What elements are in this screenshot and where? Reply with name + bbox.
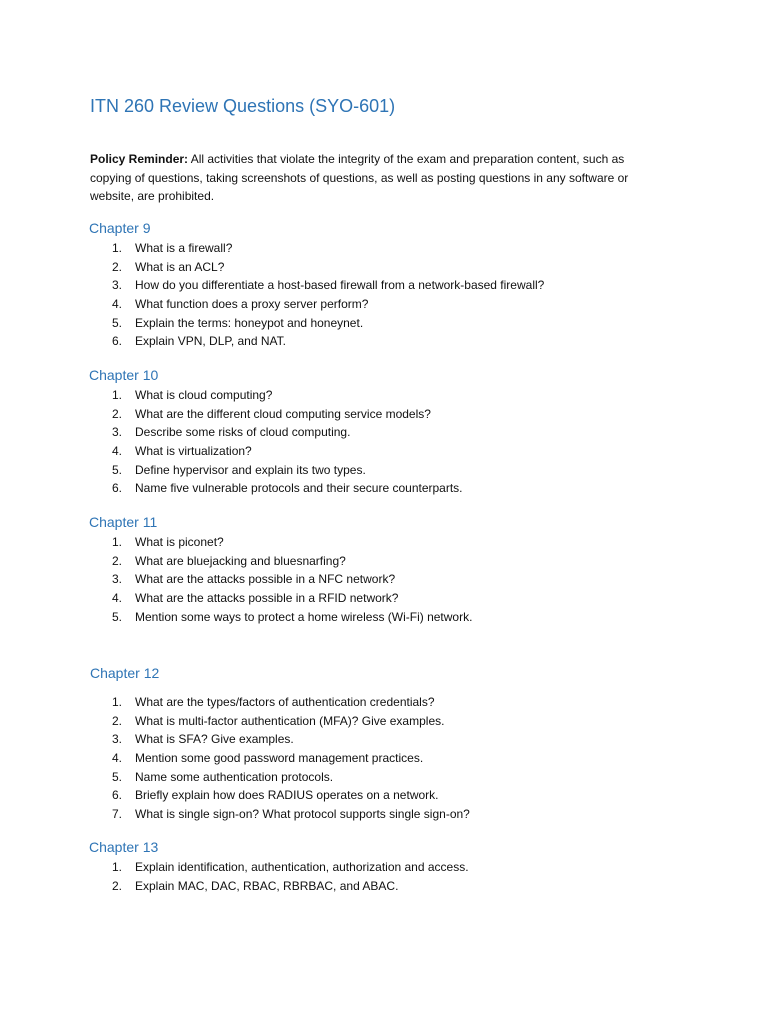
question-text: Explain MAC, DAC, RBAC, RBRBAC, and ABAC. bbox=[135, 878, 399, 893]
question-text: How do you differentiate a host-based firewall from a network-based firewall? bbox=[135, 278, 545, 293]
question-number: 3. bbox=[111, 732, 122, 747]
question-number: 3. bbox=[111, 572, 122, 587]
question-text: Explain VPN, DLP, and NAT. bbox=[135, 334, 286, 349]
question-text: What is an ACL? bbox=[135, 259, 225, 274]
question-text: Mention some ways to protect a home wireless (Wi-Fi) network. bbox=[135, 609, 473, 624]
question-number: 4. bbox=[111, 444, 122, 459]
question-number: 4. bbox=[111, 751, 122, 766]
question-text: What is multi-factor authentication (MFA)? Give examples. bbox=[135, 713, 445, 728]
question-number: 1. bbox=[111, 695, 122, 709]
chapter-heading: Chapter 9 bbox=[89, 220, 151, 236]
question-text: What are the different cloud computing service models? bbox=[135, 406, 431, 421]
question-number: 1. bbox=[111, 388, 122, 402]
question-text: What are the attacks possible in a RFID network? bbox=[135, 591, 399, 606]
question-text: What is SFA? Give examples. bbox=[135, 732, 294, 747]
question-number: 6. bbox=[111, 481, 122, 496]
chapter-heading: Chapter 13 bbox=[89, 839, 159, 855]
question-text: What are the types/factors of authentication credentials? bbox=[135, 695, 435, 709]
question-number: 5. bbox=[111, 462, 122, 477]
question-text: Briefly explain how does RADIUS operates on a network. bbox=[135, 788, 439, 803]
question-text: What is single sign-on? What protocol supports single sign-on? bbox=[135, 807, 470, 822]
question-text: Define hypervisor and explain its two types. bbox=[135, 462, 366, 477]
question-number: 2. bbox=[111, 713, 122, 728]
policy-label: Policy Reminder: bbox=[90, 152, 189, 166]
question-number: 2. bbox=[111, 259, 122, 274]
question-number: 4. bbox=[111, 297, 122, 312]
question-text: What is a firewall? bbox=[135, 241, 233, 255]
policy-text: All activities that violate the integrity of the exam and preparation content, such as copying of questions, taking screenshots of questions, as well as posting questions in any software or website, are prohibited. bbox=[90, 152, 629, 203]
question-text: Explain identification, authentication, authorization and access. bbox=[135, 860, 469, 874]
question-text: Explain the terms: honeypot and honeynet. bbox=[135, 315, 364, 330]
question-number: 1. bbox=[111, 535, 122, 549]
question-number: 6. bbox=[111, 334, 122, 349]
question-text: What are bluejacking and bluesnarfing? bbox=[135, 553, 346, 568]
question-text: What function does a proxy server perform? bbox=[135, 297, 369, 312]
question-number: 3. bbox=[111, 425, 122, 440]
question-number: 2. bbox=[111, 878, 122, 893]
question-text: What is virtualization? bbox=[135, 444, 252, 459]
question-number: 5. bbox=[111, 609, 122, 624]
chapter-heading: Chapter 12 bbox=[90, 665, 160, 681]
question-number: 7. bbox=[111, 807, 122, 822]
question-text: Name some authentication protocols. bbox=[135, 769, 334, 784]
chapter-heading: Chapter 11 bbox=[89, 514, 158, 530]
question-number: 5. bbox=[111, 769, 122, 784]
question-number: 3. bbox=[111, 278, 122, 293]
chapter-heading: Chapter 10 bbox=[89, 367, 159, 383]
question-text: What is cloud computing? bbox=[135, 388, 273, 402]
question-number: 1. bbox=[111, 241, 122, 255]
question-number: 1. bbox=[111, 860, 122, 874]
question-number: 2. bbox=[111, 553, 122, 568]
question-number: 5. bbox=[111, 315, 122, 330]
question-text: Name five vulnerable protocols and their secure counterparts. bbox=[135, 481, 463, 496]
question-text: What is piconet? bbox=[135, 535, 224, 549]
document-title: ITN 260 Review Questions (SYO-601) bbox=[90, 96, 396, 116]
question-text: Describe some risks of cloud computing. bbox=[135, 425, 351, 440]
question-number: 6. bbox=[111, 788, 122, 803]
question-text: Mention some good password management practices. bbox=[135, 751, 424, 766]
question-number: 4. bbox=[111, 591, 122, 606]
policy-reminder bbox=[90, 150, 665, 206]
question-text: What are the attacks possible in a NFC network? bbox=[135, 572, 396, 587]
question-number: 2. bbox=[111, 406, 122, 421]
